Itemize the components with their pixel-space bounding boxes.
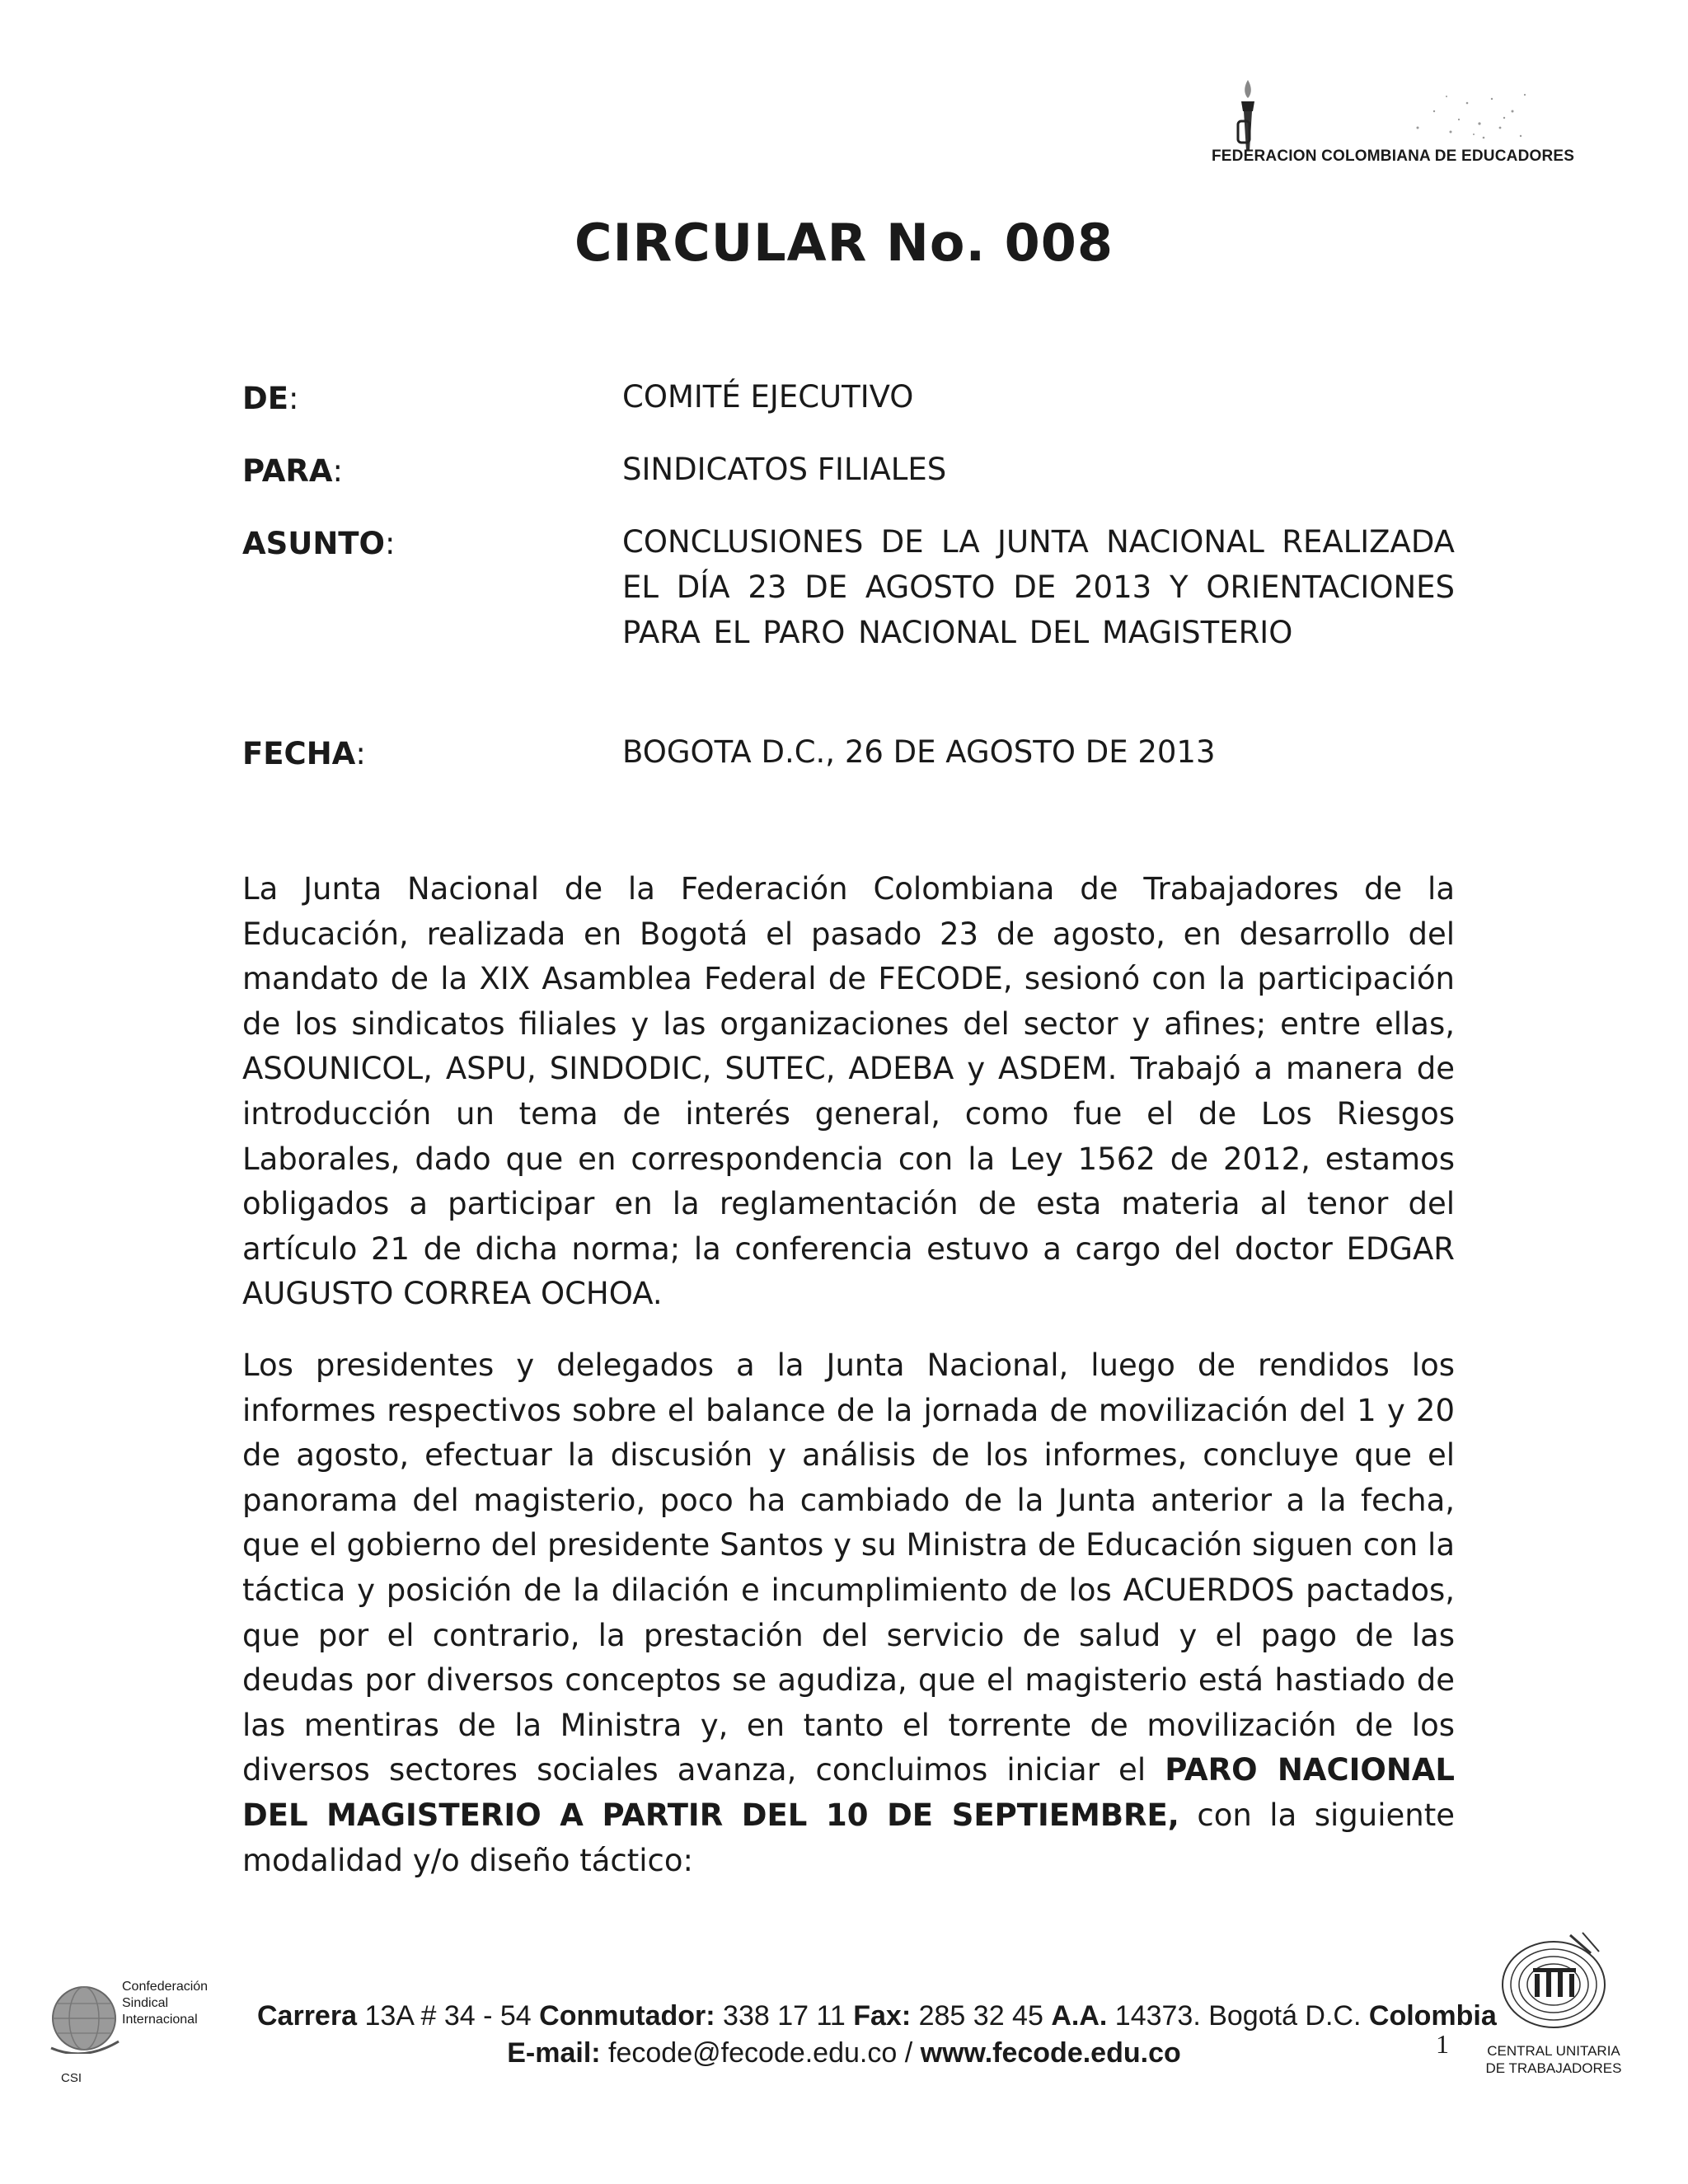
csi-name-line: Confederación [122, 1980, 209, 1994]
csi-logo [43, 1974, 232, 2097]
cut-name [1475, 2042, 1632, 2077]
body-paragraph-2 [242, 1343, 1455, 1883]
po-box-label: A.A. [1051, 2000, 1108, 2032]
email-label: E-mail: [507, 2037, 601, 2069]
fax-label: Fax: [853, 2000, 912, 2032]
page-number: 1 [1436, 2029, 1449, 2059]
footer-address-line [257, 2000, 1497, 2032]
website-link[interactable]: www.fecode.edu.co [920, 2037, 1181, 2069]
date-label: FECHA: [242, 736, 366, 771]
separator: / [904, 2037, 913, 2069]
federation-logo [1212, 78, 1575, 169]
address-value: 13A # 34 - 54 [364, 2000, 532, 2032]
paragraph-2-text: Los presidentes y delegados a la Junta Nacional, luego de rendidos los informes respectivos sobre el balance de la jornada de movilización del 1 y 20 de agosto, efectuar la discusión y análisis de los informes, concluye que el panorama del magisterio, poco ha cambiado de la Junta anterior a la fecha, que el gobierno del presidente Santos y su Ministra de Educación siguen con la táctica y posición de la dilación e incumplimiento de los ACUERDOS pactados, que por el contrario, la prestación del servicio de salud y el pago de las deudas por diversos conceptos se agudiza, que el magisterio está hastiado de las mentiras de la Ministra y, en tanto el torrente de movilización de los diversos sectores sociales avanza, concluimos iniciar el [242, 1347, 1455, 1788]
country: Colombia [1368, 2000, 1497, 2032]
paragraph-2-ending: con la siguiente modalidad y/o diseño táctico: [242, 1797, 1455, 1878]
strike-announcement: PARO NACIONAL DEL MAGISTERIO A PARTIR DEL 10 DE SEPTIEMBRE, [242, 1752, 1455, 1833]
cut-name-line: CENTRAL UNITARIA [1487, 2043, 1620, 2059]
address-label: Carrera [257, 2000, 357, 2032]
cut-logo [1475, 1929, 1632, 2093]
cut-emblem-icon [1492, 1929, 1615, 2036]
subject-label: ASUNTO: [242, 526, 396, 561]
from-label: DE: [242, 381, 299, 416]
cut-name-line: DE TRABAJADORES [1485, 2060, 1622, 2076]
to-label: PARA: [242, 453, 343, 489]
phone-label: Conmutador: [539, 2000, 715, 2032]
phone-value: 338 17 11 [723, 2000, 846, 2032]
csi-name [122, 1979, 208, 2028]
csi-name-line: Internacional [122, 2013, 198, 2027]
decorative-texture [1401, 87, 1533, 144]
subject-value: CONCLUSIONES DE LA JUNTA NACIONAL REALIZADA EL DÍA 23 DE AGOSTO DE 2013 Y ORIENTACIONES PARA EL PARO NACIONAL DEL MAGISTERIO [622, 524, 1455, 650]
organization-name: FEDERACION COLOMBIANA DE EDUCADORES [1212, 148, 1575, 165]
email-link[interactable]: fecode@fecode.edu.co [608, 2037, 898, 2069]
date-value: BOGOTA D.C., 26 DE AGOSTO DE 2013 [622, 734, 1216, 770]
from-value: COMITÉ EJECUTIVO [622, 379, 914, 415]
csi-abbreviation: CSI [61, 2071, 82, 2085]
csi-name-line: Sindical [122, 1996, 169, 2010]
to-value: SINDICATOS FILIALES [622, 452, 947, 487]
document-title: CIRCULAR No. 008 [574, 213, 1114, 273]
footer-contact-line [0, 2037, 1688, 2069]
po-box-value: 14373. Bogotá D.C. [1114, 2000, 1362, 2032]
fax-value: 285 32 45 [918, 2000, 1043, 2032]
torch-icon [1231, 78, 1264, 157]
body-paragraph-1: La Junta Nacional de la Federación Colombiana de Trabajadores de la Educación, realizada en Bogotá el pasado 23 de agosto, en desarrollo del mandato de la XIX Asamblea Federal de FECODE, sesionó con la participación de los sindicatos filiales y las organizaciones del sector y afines; entre ellas, ASOUNICOL, ASPU, SINDODIC, SUTEC, ADEBA y ASDEM. Trabajó a manera de introducción un tema de interés general, como fue el de Los Riesgos Laborales, dado que en correspondencia con la Ley 1562 de 2012, estamos obligados a participar en la reglamentación de esta materia al tenor del artículo 21 de dicha norma; la conferencia estuvo a cargo del doctor EDGAR AUGUSTO CORREA OCHOA. [242, 871, 1455, 1312]
